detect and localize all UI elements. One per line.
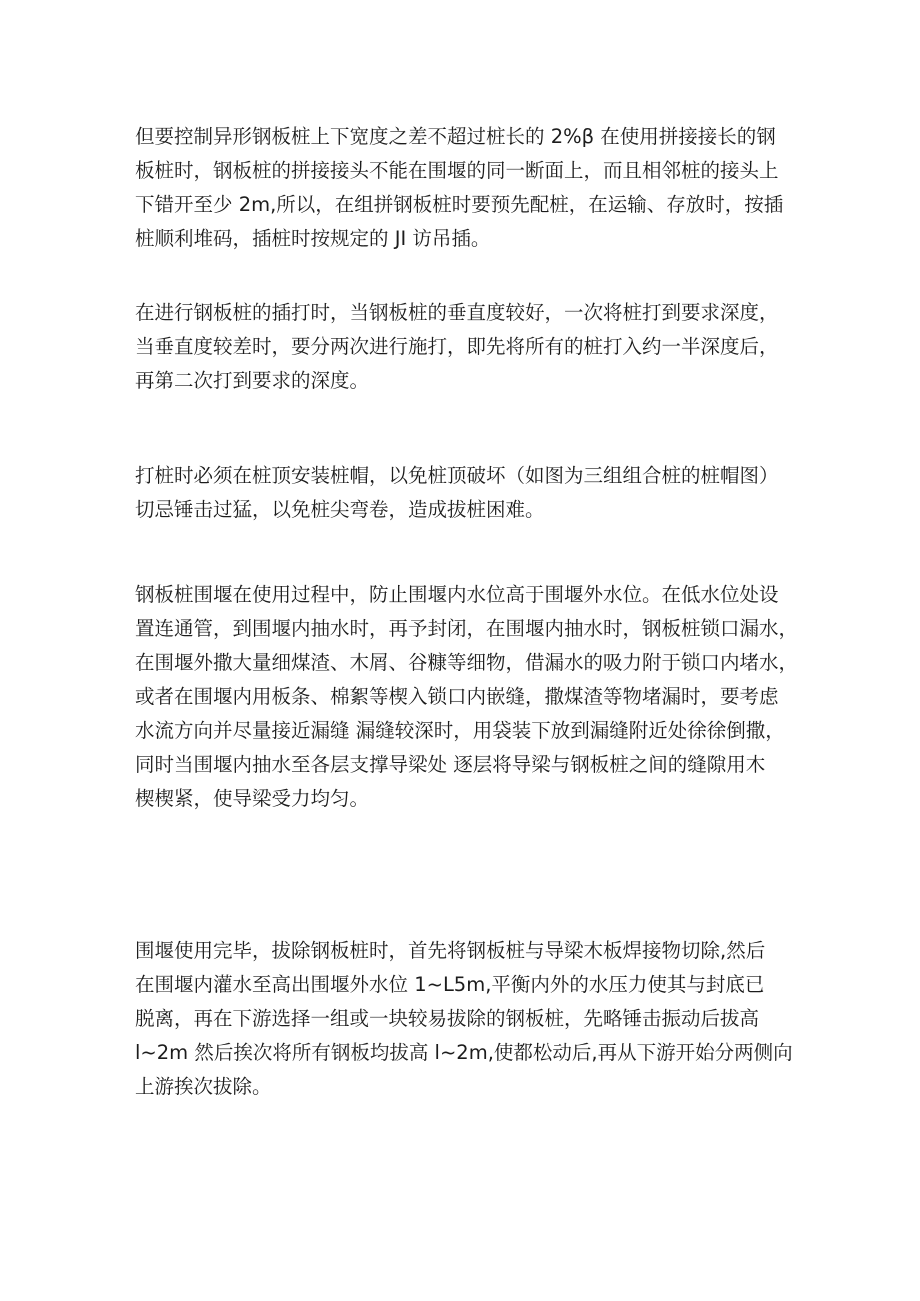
paragraph-line: 打桩时必须在桩顶安装桩帽，以免桩顶破坏（如图为三组组合桩的桩帽图） xyxy=(135,464,779,487)
paragraph-line: 脱离，再在下游选择一组或一块较易拔除的钢板桩，先略锤击振动后拔高 xyxy=(135,1007,760,1030)
paragraph-line: 水流方向并尽量接近漏缝 漏缝较深时，用袋装下放到漏缝附近处徐徐倒撒， xyxy=(135,719,785,742)
paragraph-line: 或者在围堰内用板条、棉絮等楔入锁口内嵌缝，撒煤渣等物堵漏时，要考虑 xyxy=(135,685,779,708)
paragraph-pile-extraction xyxy=(135,934,815,1104)
paragraph-line: 上游挨次拔除。 xyxy=(135,1075,272,1098)
paragraph-line: 桩顺利堆码，插桩时按规定的 JI 访吊插。 xyxy=(135,227,491,250)
paragraph-line: 围堰使用完毕，拔除钢板桩时，首先将钢板桩与导梁木板焊接物切除,然后 xyxy=(135,939,766,962)
paragraph-line: 当垂直度较差时，要分两次进行施打，即先将所有的桩打入约一半深度后， xyxy=(135,335,779,358)
paragraph-line: 但要控制异形钢板桩上下宽度之差不超过桩长的 2%β 在使用拼接接长的钢 xyxy=(135,125,776,148)
paragraph-line: 下错开至少 2m,所以，在组拼钢板桩时要预先配桩，在运输、存放时，按插 xyxy=(135,193,784,216)
paragraph-line: 板桩时，钢板桩的拼接接头不能在围堰的同一断面上，而且相邻桩的接头上 xyxy=(135,159,779,182)
paragraph-line: 同时当围堰内抽水至各层支撑导梁处 逐层将导梁与钢板桩之间的缝隙用木 xyxy=(135,753,766,776)
paragraph-line: 在围堰外撒大量细煤渣、木屑、谷糠等细物，借漏水的吸力附于锁口内堵水， xyxy=(135,651,799,674)
paragraph-line: 在围堰内灌水至高出围堰外水位 1~L5m,平衡内外的水压力使其与封底已 xyxy=(135,973,765,996)
paragraph-pile-cap xyxy=(135,459,815,527)
paragraph-line: 楔楔紧，使导梁受力均匀。 xyxy=(135,787,370,810)
paragraph-pile-splicing xyxy=(135,120,815,256)
paragraph-line: l~2m 然后挨次将所有钢板均拔高 l~2m,使都松动后,再从下游开始分两侧向 xyxy=(135,1041,793,1064)
paragraph-cofferdam-use xyxy=(135,578,815,816)
paragraph-line: 钢板桩围堰在使用过程中，防止围堰内水位高于围堰外水位。在低水位处设 xyxy=(135,583,779,606)
paragraph-line: 再第二次打到要求的深度。 xyxy=(135,369,370,392)
paragraph-line: 切忌锤击过猛，以免桩尖弯卷，造成拔桩困难。 xyxy=(135,498,545,521)
paragraph-line: 在进行钢板桩的插打时，当钢板桩的垂直度较好，一次将桩打到要求深度， xyxy=(135,301,779,324)
paragraph-line: 置连通管，到围堰内抽水时，再予封闭，在围堰内抽水时，钢板桩锁口漏水， xyxy=(135,617,799,640)
paragraph-pile-driving xyxy=(135,296,815,398)
